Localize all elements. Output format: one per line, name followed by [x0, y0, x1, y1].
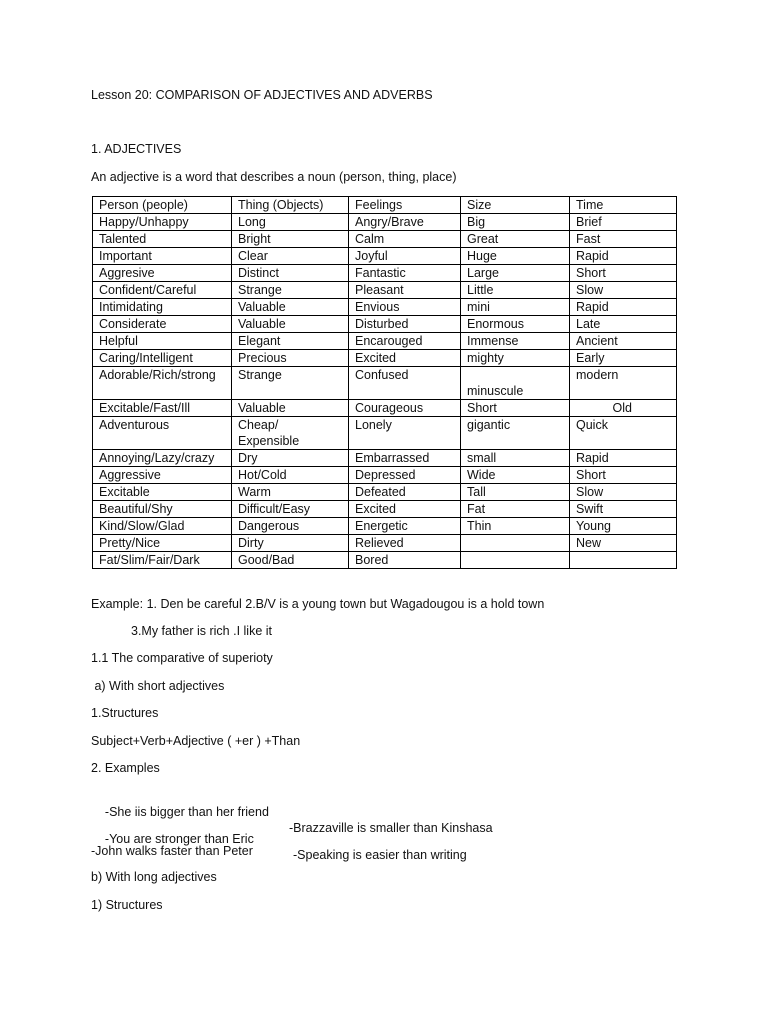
table-cell: Annoying/Lazy/crazy — [93, 450, 232, 467]
table-cell: Slow — [570, 282, 677, 299]
table-cell: small — [461, 450, 570, 467]
table-row — [93, 417, 677, 450]
table-cell: Dirty — [232, 535, 349, 552]
table-cell: Caring/Intelligent — [93, 350, 232, 367]
table-cell: Confident/Careful — [93, 282, 232, 299]
table-cell: Rapid — [570, 299, 677, 316]
table-cell: Important — [93, 248, 232, 265]
table-cell: Helpful — [93, 333, 232, 350]
long-adjectives-heading: b) With long adjectives — [91, 870, 217, 884]
table-cell: Big — [461, 214, 570, 231]
table-cell: Rapid — [570, 450, 677, 467]
table-cell — [570, 552, 677, 569]
table-row — [93, 231, 677, 248]
table-cell: Talented — [93, 231, 232, 248]
table-cell: Enormous — [461, 316, 570, 333]
table-cell: gigantic — [461, 417, 570, 450]
table-cell: Calm — [349, 231, 461, 248]
table-cell: Strange — [232, 282, 349, 299]
examples-heading: 2. Examples — [91, 761, 160, 775]
table-cell: Wide — [461, 467, 570, 484]
table-cell: Disturbed — [349, 316, 461, 333]
table-cell: Angry/Brave — [349, 214, 461, 231]
example-2-left: -You are stronger than Eric — [104, 832, 254, 846]
table-cell: Envious — [349, 299, 461, 316]
example-line-1: Example: 1. Den be careful 2.B/V is a young town but Wagadougou is a hold town — [91, 597, 545, 611]
table-cell: Thin — [461, 518, 570, 535]
table-cell: Long — [232, 214, 349, 231]
table-cell: Kind/Slow/Glad — [93, 518, 232, 535]
adjective-definition: An adjective is a word that describes a noun (person, thing, place) — [91, 170, 457, 184]
table-cell: Encarouged — [349, 333, 461, 350]
lesson-title: Lesson 20: COMPARISON OF ADJECTIVES AND ADVERBS — [91, 88, 433, 102]
table-cell: Difficult/Easy — [232, 501, 349, 518]
table-cell: Happy/Unhappy — [93, 214, 232, 231]
table-header-row — [93, 197, 677, 214]
table-cell: Little — [461, 282, 570, 299]
example-2-right: -Speaking is easier than writing — [293, 848, 467, 862]
table-cell: Ancient — [570, 333, 677, 350]
table-cell: Hot/Cold — [232, 467, 349, 484]
section-heading-adjectives: 1. ADJECTIVES — [91, 142, 182, 156]
structure-formula: Subject+Verb+Adjective ( +er ) +Than — [91, 734, 301, 748]
table-cell: Valuable — [232, 316, 349, 333]
structures-heading-1: 1.Structures — [91, 706, 159, 720]
table-row — [93, 450, 677, 467]
table-cell: Dry — [232, 450, 349, 467]
table-cell: Strange — [232, 367, 349, 400]
table-row — [93, 248, 677, 265]
table-cell: mini — [461, 299, 570, 316]
table-cell: Excited — [349, 350, 461, 367]
table-cell: Precious — [232, 350, 349, 367]
adjectives-table — [92, 196, 677, 569]
table-cell: Defeated — [349, 484, 461, 501]
example-1-left: -She iis bigger than her friend — [104, 805, 269, 819]
table-row — [93, 282, 677, 299]
table-cell: Good/Bad — [232, 552, 349, 569]
table-cell: Short — [461, 400, 570, 417]
table-header-cell: Size — [461, 197, 570, 214]
table-cell: Adventurous — [93, 417, 232, 450]
table-cell: Pretty/Nice — [93, 535, 232, 552]
table-cell: Excitable/Fast/Ill — [93, 400, 232, 417]
table-cell: Depressed — [349, 467, 461, 484]
table-header-cell: Feelings — [349, 197, 461, 214]
table-cell: Valuable — [232, 299, 349, 316]
table-cell: minuscule — [461, 367, 570, 400]
table-cell: Elegant — [232, 333, 349, 350]
table-cell: Great — [461, 231, 570, 248]
table-cell: Short — [570, 265, 677, 282]
table-cell: Excited — [349, 501, 461, 518]
table-cell: New — [570, 535, 677, 552]
table-cell: Relieved — [349, 535, 461, 552]
table-cell: Immense — [461, 333, 570, 350]
table-header-cell: Time — [570, 197, 677, 214]
table-cell: Bright — [232, 231, 349, 248]
table-cell: Fast — [570, 231, 677, 248]
table-cell: Fat — [461, 501, 570, 518]
table-cell: Swift — [570, 501, 677, 518]
table-cell: Early — [570, 350, 677, 367]
table-cell: Valuable — [232, 400, 349, 417]
table-cell: Cheap/ Expensible — [232, 417, 349, 450]
short-adjectives-heading: a) With short adjectives — [91, 679, 225, 693]
table-cell: Late — [570, 316, 677, 333]
table-row — [93, 350, 677, 367]
table-row — [93, 214, 677, 231]
table-cell: Young — [570, 518, 677, 535]
table-cell: Beautiful/Shy — [93, 501, 232, 518]
table-row — [93, 467, 677, 484]
example-1-right: -Brazzaville is smaller than Kinshasa — [289, 821, 493, 835]
table-cell: Lonely — [349, 417, 461, 450]
structures-heading-2: 1) Structures — [91, 898, 163, 912]
table-cell: Courageous — [349, 400, 461, 417]
table-row — [93, 265, 677, 282]
table-cell: Fat/Slim/Fair/Dark — [93, 552, 232, 569]
table-row — [93, 299, 677, 316]
table-header-cell: Thing (Objects) — [232, 197, 349, 214]
table-cell: Adorable/Rich/strong — [93, 367, 232, 400]
table-row — [93, 484, 677, 501]
table-cell: mighty — [461, 350, 570, 367]
table-header-cell: Person (people) — [93, 197, 232, 214]
table-cell: Short — [570, 467, 677, 484]
table-row — [93, 552, 677, 569]
table-row — [93, 333, 677, 350]
table-cell — [461, 535, 570, 552]
table-cell: Bored — [349, 552, 461, 569]
table-cell: Old — [570, 400, 677, 417]
table-cell: Clear — [232, 248, 349, 265]
table-row — [93, 535, 677, 552]
adjectives-table-body — [93, 197, 677, 569]
table-cell: Energetic — [349, 518, 461, 535]
table-row — [93, 518, 677, 535]
table-cell: Quick — [570, 417, 677, 450]
table-row — [93, 400, 677, 417]
table-cell: Huge — [461, 248, 570, 265]
table-cell: Joyful — [349, 248, 461, 265]
table-cell: Large — [461, 265, 570, 282]
table-cell: modern — [570, 367, 677, 400]
comparative-superiority-heading: 1.1 The comparative of superioty — [91, 651, 273, 665]
example-row-3: -John walks faster than Peter — [91, 844, 253, 858]
table-cell: Intimidating — [93, 299, 232, 316]
table-cell: Pleasant — [349, 282, 461, 299]
table-cell: Considerate — [93, 316, 232, 333]
table-cell: Aggressive — [93, 467, 232, 484]
table-cell: Dangerous — [232, 518, 349, 535]
table-cell — [461, 552, 570, 569]
table-cell: Excitable — [93, 484, 232, 501]
table-cell: Embarrassed — [349, 450, 461, 467]
table-cell: Slow — [570, 484, 677, 501]
table-cell: Tall — [461, 484, 570, 501]
table-row — [93, 501, 677, 518]
table-cell: Warm — [232, 484, 349, 501]
table-row — [93, 367, 677, 400]
table-cell: Rapid — [570, 248, 677, 265]
table-cell: Brief — [570, 214, 677, 231]
table-cell: Confused — [349, 367, 461, 400]
table-cell: Distinct — [232, 265, 349, 282]
table-row — [93, 316, 677, 333]
example-line-2: 3.My father is rich .I like it — [131, 624, 273, 638]
table-cell: Aggresive — [93, 265, 232, 282]
table-cell: Fantastic — [349, 265, 461, 282]
